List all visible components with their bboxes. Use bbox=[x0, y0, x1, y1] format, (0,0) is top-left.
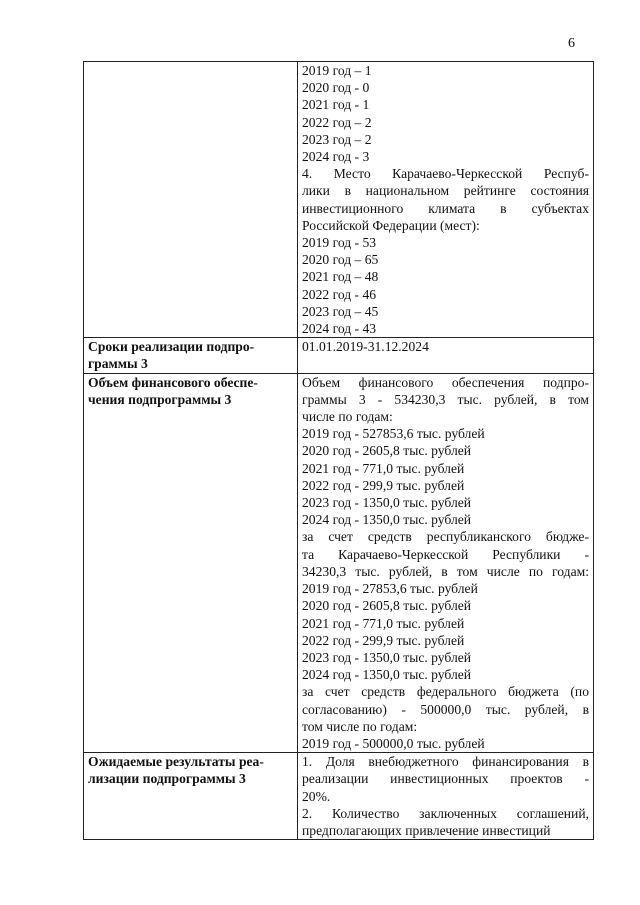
text-line: 2019 год – 1 bbox=[302, 63, 372, 78]
value-cell-period bbox=[298, 338, 594, 373]
text-line: согласованию) - 500000,0 тыс. рублей, в bbox=[302, 701, 589, 717]
text-line: Объем финансового обеспечения подпро- bbox=[302, 374, 589, 390]
text-line: 4. Место Карачаево-Черкесской Респуб- bbox=[302, 166, 589, 182]
text-line: 2019 год - 53 bbox=[302, 235, 377, 251]
text-line: 01.01.2019-31.12.2024 bbox=[302, 339, 429, 355]
label-line: лизации подпрограммы 3 bbox=[88, 771, 246, 787]
text-line: 2022 год – 2 bbox=[302, 114, 372, 130]
text-line: за счет средств республиканского бюдже- bbox=[302, 529, 589, 545]
label-cell-financing bbox=[84, 373, 298, 752]
text-line: 2023 год - 1350,0 тыс. рублей bbox=[302, 649, 472, 665]
text-line: за счет средств федерального бюджета (по bbox=[302, 684, 589, 700]
value-cell-indicators bbox=[298, 62, 594, 338]
label-line: Объем финансового обеспе- bbox=[88, 374, 258, 390]
text-line: 1. Доля внебюджетного финансирования в bbox=[302, 754, 589, 770]
text-line: 34230,3 тыс. рублей, в том числе по годам: bbox=[302, 563, 589, 579]
table-row-financing bbox=[84, 373, 594, 752]
text-line: 2024 год - 1350,0 тыс. рублей bbox=[302, 512, 472, 528]
text-line: 2020 год - 0 bbox=[302, 80, 370, 96]
text-line: инвестиционного климата в субъектах bbox=[302, 200, 589, 216]
text-line: 2023 год – 45 bbox=[302, 303, 379, 319]
label-line: граммы 3 bbox=[88, 356, 148, 372]
label-line: Ожидаемые результаты реа- bbox=[88, 754, 264, 770]
label-cell-results bbox=[84, 753, 298, 840]
text-line: 2024 год - 43 bbox=[302, 321, 377, 337]
text-line: 2023 год - 1350,0 тыс. рублей bbox=[302, 495, 472, 511]
text-line: 2019 год - 27853,6 тыс. рублей bbox=[302, 581, 478, 597]
text-line: граммы 3 - 534230,3 тыс. рублей, в том bbox=[302, 391, 589, 407]
text-line: Российской Федерации (мест): bbox=[302, 217, 480, 233]
text-line: 20%. bbox=[302, 788, 331, 804]
table-row-indicators bbox=[84, 62, 594, 338]
text-line: та Карачаево-Черкесской Республики - bbox=[302, 546, 589, 562]
text-line: 2020 год - 2605,8 тыс. рублей bbox=[302, 443, 472, 459]
text-line: 2021 год - 771,0 тыс. рублей bbox=[302, 615, 465, 631]
value-cell-results bbox=[298, 753, 594, 840]
table-row-period bbox=[84, 338, 594, 373]
text-line: лики в национальном рейтинге состояния bbox=[302, 183, 589, 199]
page-number: 6 bbox=[568, 36, 575, 51]
label-cell-period bbox=[84, 338, 298, 373]
text-line: 2. Количество заключенных соглашений, bbox=[302, 805, 589, 821]
text-line: предполагающих привлечение инвестиций bbox=[302, 822, 551, 838]
text-line: 2021 год - 771,0 тыс. рублей bbox=[302, 460, 465, 476]
passport-table bbox=[83, 61, 594, 840]
text-line: 2020 год - 2605,8 тыс. рублей bbox=[302, 598, 472, 614]
text-line: числе по годам: bbox=[302, 409, 393, 425]
text-line: реализации инвестиционных проектов - bbox=[302, 771, 589, 787]
text-line: 2022 год - 299,9 тыс. рублей bbox=[302, 477, 465, 493]
text-line: 2022 год - 46 bbox=[302, 286, 377, 302]
text-line: 2024 год - 1350,0 тыс. рублей bbox=[302, 667, 472, 683]
text-line: 2021 год - 1 bbox=[302, 97, 370, 113]
text-line: 2019 год - 527853,6 тыс. рублей bbox=[302, 426, 485, 442]
text-line: 2023 год – 2 bbox=[302, 131, 372, 147]
text-line: 2020 год – 65 bbox=[302, 252, 379, 268]
text-line: 2021 год – 48 bbox=[302, 269, 379, 285]
value-cell-financing bbox=[298, 373, 594, 752]
label-line: Сроки реализации подпро- bbox=[88, 339, 255, 355]
table-row-results bbox=[84, 753, 594, 840]
text-line: 2022 год - 299,9 тыс. рублей bbox=[302, 632, 465, 648]
text-line: 2019 год - 500000,0 тыс. рублей bbox=[302, 735, 485, 751]
label-line: чения подпрограммы 3 bbox=[88, 391, 232, 407]
text-line: 2024 год - 3 bbox=[302, 149, 370, 165]
label-cell-empty bbox=[84, 62, 298, 338]
text-line: том числе по годам: bbox=[302, 718, 418, 734]
